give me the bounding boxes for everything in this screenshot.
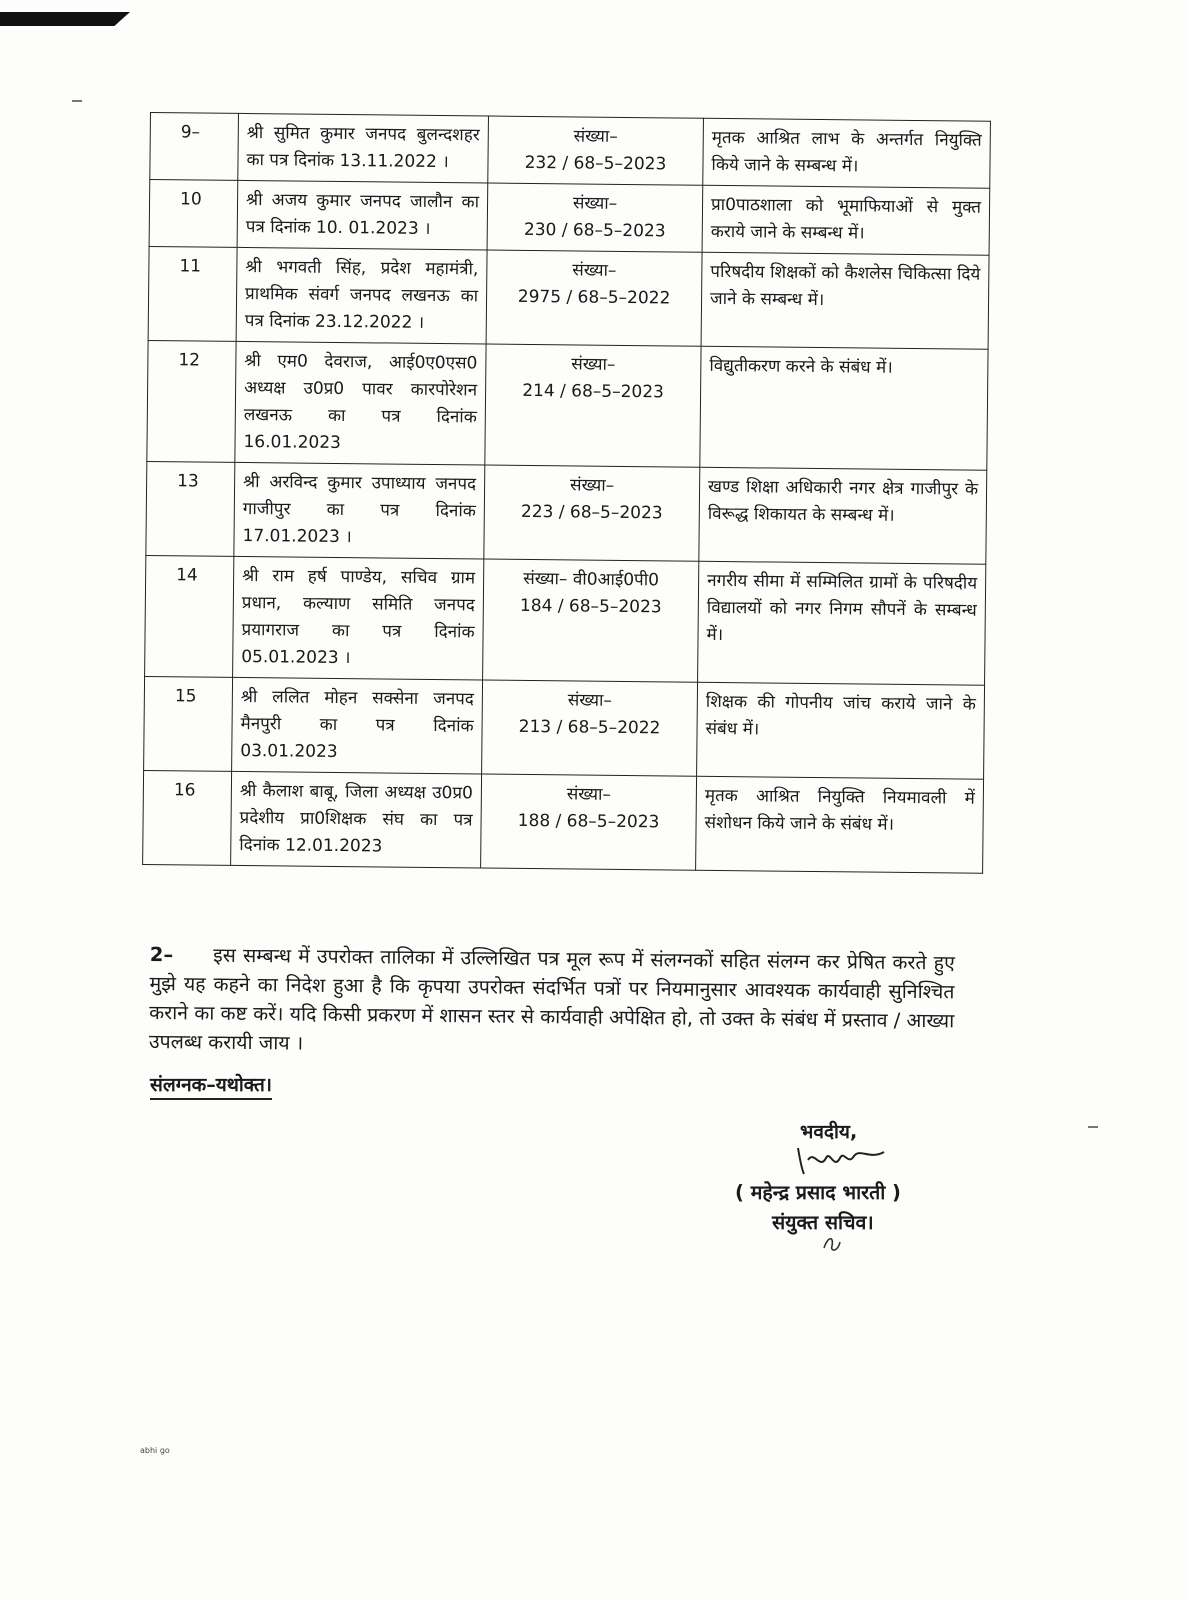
letter-number-cell	[488, 116, 704, 185]
serial-number-cell: 15	[144, 676, 233, 771]
subject-cell: विद्युतीकरण करने के संबंध में।	[700, 346, 988, 470]
footer-note: abhi go	[140, 1446, 170, 1455]
letter-number: 214 / 68–5–2023	[522, 380, 665, 403]
letter-number: 232 / 68–5–2023	[524, 152, 667, 175]
letter-number-cell	[481, 774, 697, 870]
table-row	[148, 246, 989, 349]
letter-number-cell	[483, 559, 699, 682]
number-label: संख्या– वी0आई0पी0	[523, 568, 660, 591]
table-row	[145, 555, 986, 685]
number-label: संख्या–	[571, 354, 616, 375]
sender-cell: श्री अरविन्द कुमार उपाध्याय जनपद गाजीपुर का पत्र दिनांक 17.01.2023 ।	[234, 462, 485, 559]
letter-number: 188 / 68–5–2023	[517, 810, 660, 833]
paragraph-number: 2–	[149, 942, 174, 967]
subject-cell: परिषदीय शिक्षकों को कैशलेस चिकित्सा दिये जाने के सम्बन्ध में।	[701, 252, 989, 349]
letters-table	[142, 112, 991, 874]
letter-number: 213 / 68–5–2022	[518, 716, 661, 739]
number-label: संख्या–	[572, 260, 617, 281]
paragraph-text: इस सम्बन्ध में उपरोक्त तालिका में उल्लिखित पत्र मूल रूप में संलग्नकों सहित संलग्न कर प्रेषित करते हुए मुझे यह कहने का निदेश हुआ है कि कृपया उपरोक्त संदर्भित पत्रों पर नियमानुसार आवश्यक कार्यवाही सुनिश्चित कराने का कष्ट करें। यदि किसी प्रकरण में शासन स्तर से कार्यवाही अपेक्षित हो, तो उक्त के संबंध में प्रस्ताव / आख्या उपलब्ध करायी जाय ।	[148, 943, 955, 1055]
serial-number-cell: 13	[146, 461, 235, 556]
letter-number: 2975 / 68–5–2022	[517, 286, 671, 309]
signature-image	[790, 1140, 890, 1180]
table-row	[147, 340, 988, 470]
table-row	[146, 461, 987, 564]
sender-cell: श्री एम0 देवराज, आई0ए0एस0 अध्यक्ष उ0प्र0 पावर कारपोरेशन लखनऊ का पत्र दिनांक 16.01.2023	[235, 341, 486, 465]
sender-cell: श्री अजय कुमार जनपद जालौन का पत्र दिनांक 10. 01.2023 ।	[237, 180, 488, 250]
letter-number: 223 / 68–5–2023	[520, 501, 663, 524]
number-label: संख्या–	[569, 475, 615, 496]
letter-number-cell	[485, 344, 701, 467]
serial-number-cell: 9–	[150, 113, 239, 181]
enclosure-note: संलग्नक–यथोक्त।	[150, 1071, 272, 1100]
scan-mark	[72, 100, 82, 102]
number-label: संख्या–	[572, 193, 618, 214]
subject-cell: शिक्षक की गोपनीय जांच कराये जाने के संबंध में।	[697, 682, 985, 779]
number-label: संख्या–	[573, 126, 618, 147]
sender-cell: श्री कैलाश बाबू, जिला अध्यक्ष उ0प्र0 प्रदेशीय प्रा0शिक्षक संघ का पत्र दिनांक 12.01.2023	[231, 771, 482, 868]
serial-number-cell: 11	[148, 246, 237, 341]
serial-number-cell: 14	[145, 555, 234, 677]
table-row	[150, 113, 991, 189]
subject-cell: खण्ड शिक्षा अधिकारी नगर क्षेत्र गाजीपुर के विरूद्ध शिकायत के सम्बन्ध में।	[699, 467, 987, 564]
table-row	[144, 676, 985, 779]
number-label: संख्या–	[567, 690, 613, 711]
number-label: संख्या–	[566, 784, 612, 805]
letter-number-cell	[487, 183, 703, 252]
sender-cell: श्री भगवती सिंह, प्रदेश महामंत्री, प्राथमिक संवर्ग जनपद लखनऊ का पत्र दिनांक 23.12.2022 ।	[236, 247, 487, 344]
sender-cell: श्री ललित मोहन सक्सेना जनपद मैनपुरी का पत्र दिनांक 03.01.2023	[232, 677, 483, 774]
initial-mark	[820, 1232, 844, 1254]
paragraph-2	[149, 940, 955, 1064]
table-row	[143, 770, 984, 873]
sender-cell: श्री राम हर्ष पाण्डेय, सचिव ग्राम प्रधान, कल्याण समिति जनपद प्रयागराज का पत्र दिनांक 05.01.2023 ।	[233, 556, 484, 680]
signatory-designation: संयुक्त सचिव।	[772, 1211, 874, 1234]
serial-number-cell: 10	[149, 180, 238, 248]
subject-cell: मृतक आश्रित लाभ के अन्तर्गत नियुक्ति किये जाने के सम्बन्ध में।	[703, 118, 991, 188]
subject-cell: नगरीय सीमा में सम्मिलित ग्रामों के परिषदीय विद्यालयों को नगर निगम सौपनें के सम्बन्ध में।	[698, 561, 986, 685]
sender-cell: श्री सुमित कुमार जनपद बुलन्दशहर का पत्र दिनांक 13.11.2022 ।	[238, 113, 489, 183]
scan-mark	[1088, 1126, 1098, 1128]
closing-salutation: भवदीय,	[800, 1121, 858, 1143]
serial-number-cell: 16	[143, 770, 232, 865]
letter-number-cell	[482, 680, 698, 776]
signatory-name: ( महेन्द्र प्रसाद भारती )	[735, 1181, 901, 1204]
scan-corner-mark	[0, 12, 130, 26]
letter-number: 230 / 68–5–2023	[523, 219, 666, 242]
letter-number-cell	[486, 250, 702, 346]
letter-number-cell	[484, 465, 700, 561]
subject-cell: मृतक आश्रित नियुक्ति नियमावली में संशोधन किये जाने के संबंध में।	[696, 776, 984, 873]
table-row	[149, 180, 990, 256]
serial-number-cell: 12	[147, 340, 236, 462]
subject-cell: प्रा0पाठशाला को भूमाफियाओं से मुक्त कराये जाने के सम्बन्ध में।	[702, 185, 990, 255]
letter-number: 184 / 68–5–2023	[519, 595, 662, 618]
